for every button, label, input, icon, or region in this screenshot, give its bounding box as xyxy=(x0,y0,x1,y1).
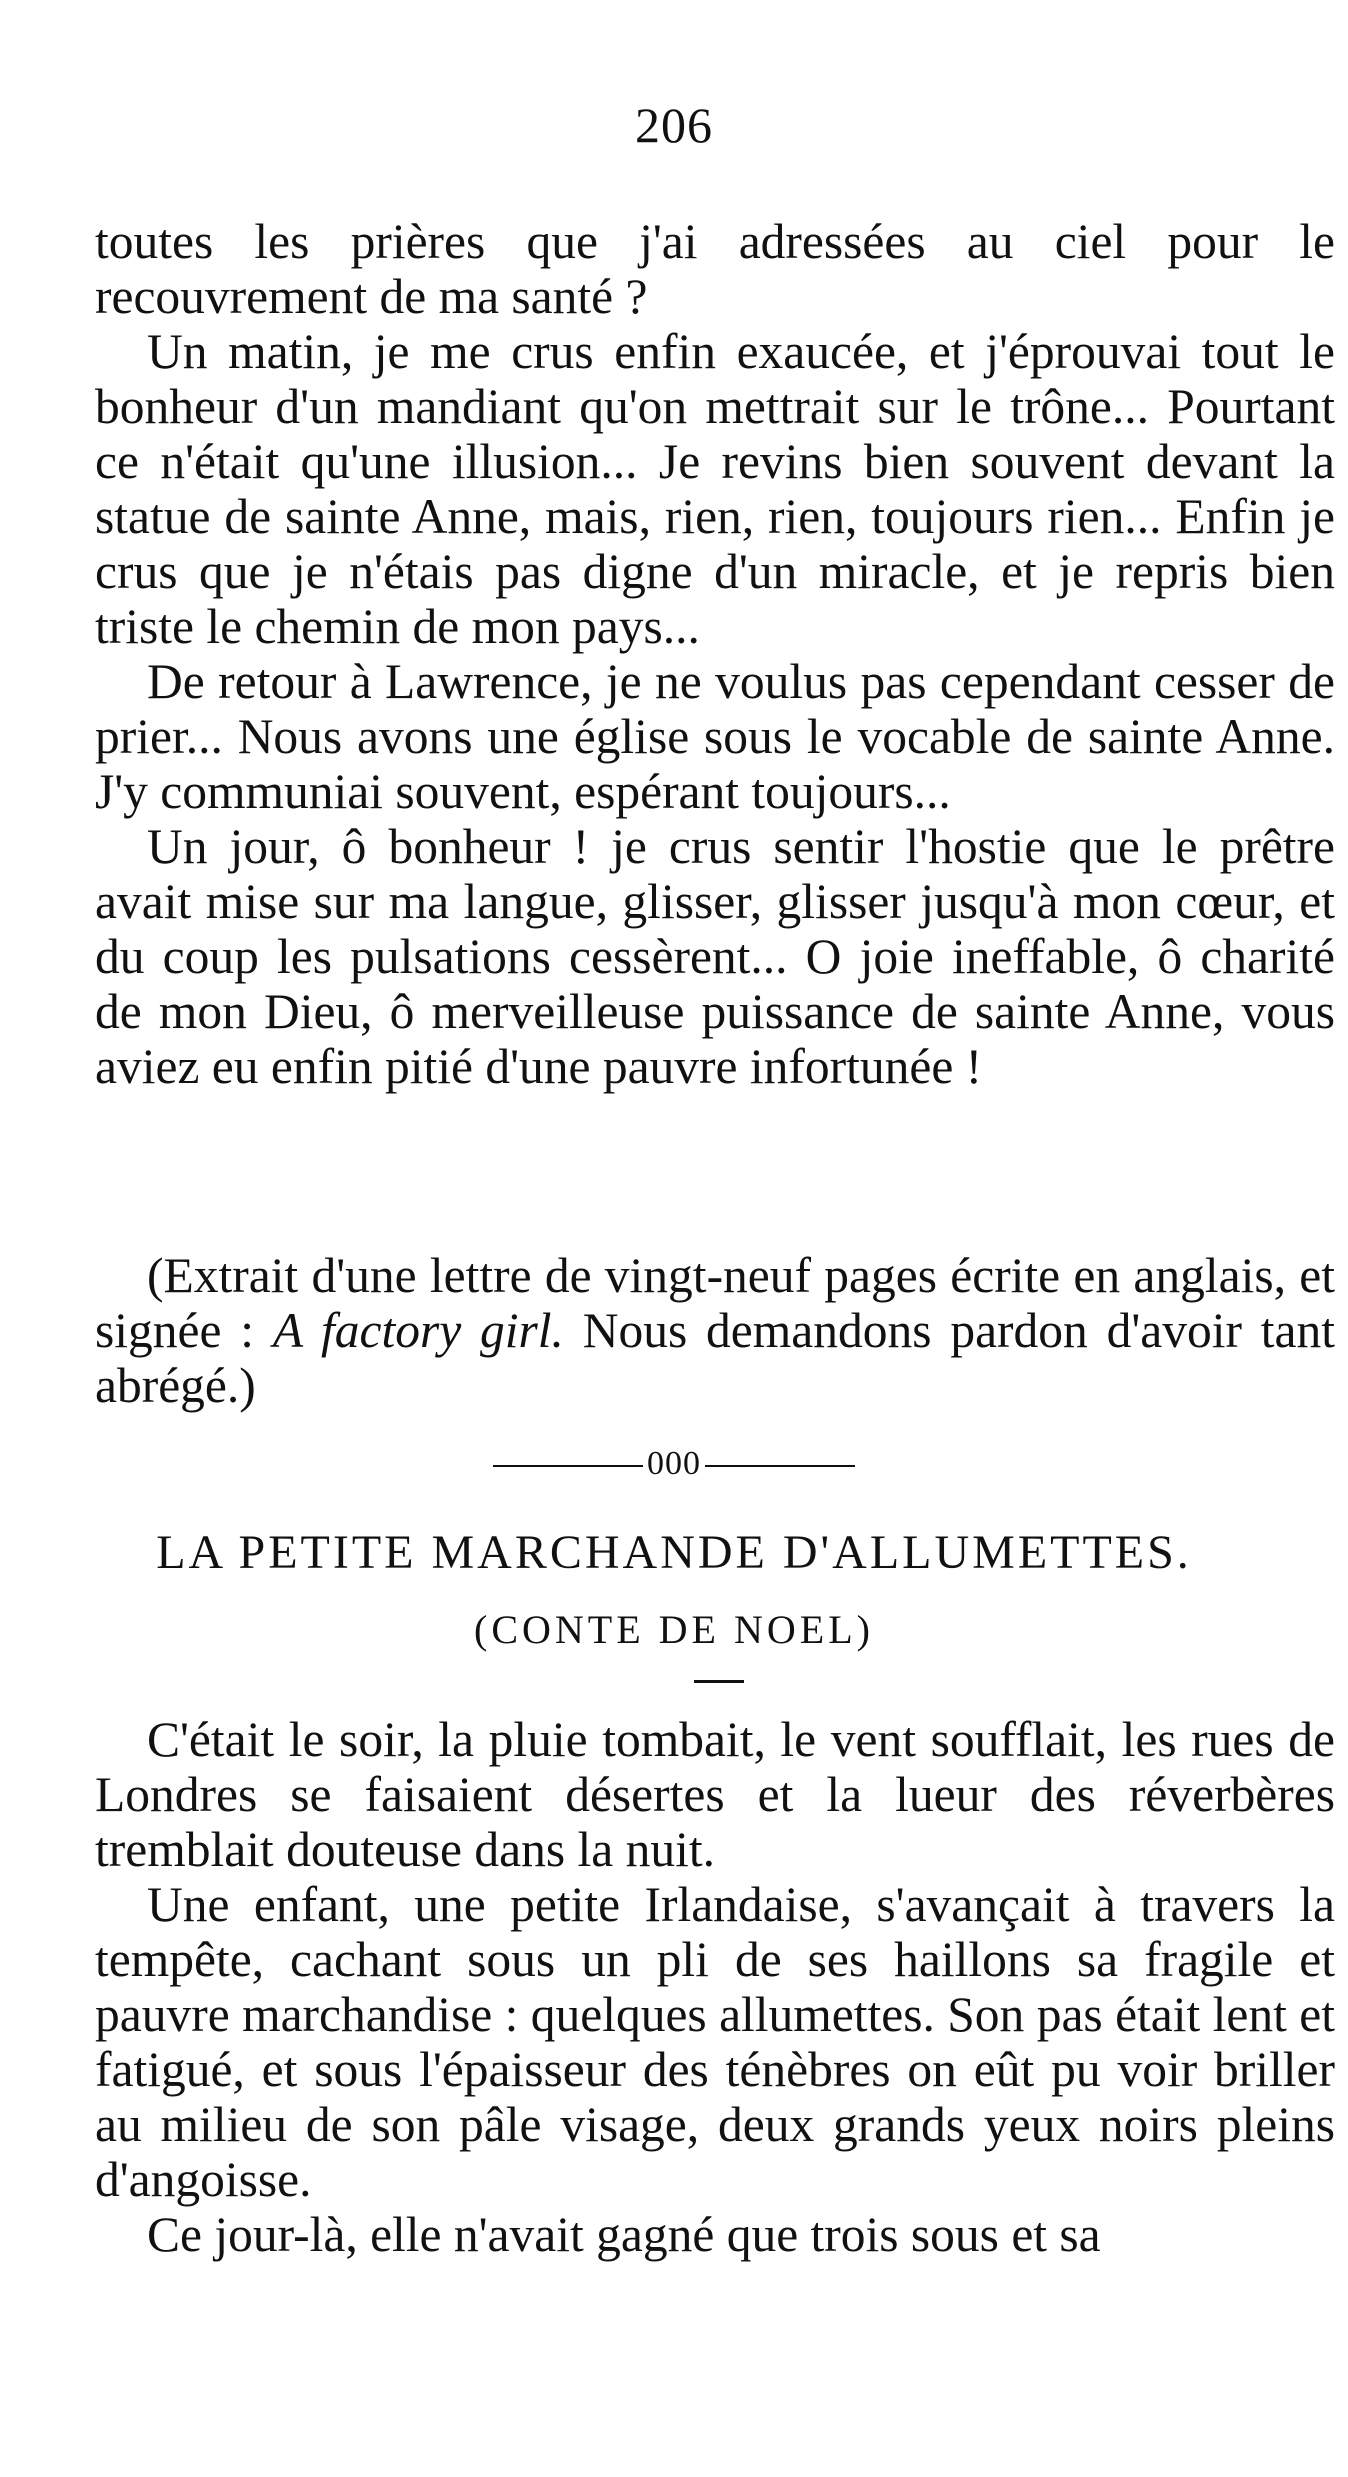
story-title: LA PETITE MARCHANDE D'ALLUMETTES. xyxy=(156,1526,1192,1579)
story-paragraph: Ce jour-là, elle n'avait gagné que trois sous et sa xyxy=(147,2207,1101,2262)
letter-paragraph: Un matin, je me crus enfin exaucée, et j'éprouvai tout le bonheur d'un mandiant qu'on mettrait sur le trône... Pourtant ce n'était qu'une illusion... Je revins bien souvent devant la statue de sainte Anne, mais, rien, rien, toujours rien... Enfin je crus que je n'étais pas digne d'un miracle, et je repris bien triste le chemin de mon pays... xyxy=(95,324,1335,654)
editor-note xyxy=(95,1248,1335,1413)
letter-paragraph: Un jour, ô bonheur ! je crus sentir l'hostie que le prêtre avait mise sur ma langue, glisser, glisser jusqu'à mon cœur, et du coup les pulsations cessèrent... O joie ineffable, ô charité de mon Dieu, ô merveilleuse puissance de sainte Anne, vous aviez eu enfin pitié d'une pauvre infortunée ! xyxy=(95,819,1335,1094)
story-subtitle: (CONTE DE NOEL) xyxy=(474,1607,874,1652)
separator-mark: 000 xyxy=(647,1445,701,1482)
editor-note-text: (Extrait d'une lettre de vingt-neuf pages écrite en anglais, et signée : xyxy=(95,1248,1335,1358)
letter-paragraph: De retour à Lawrence, je ne voulus pas cependant cesser de prier... Nous avons une église sous le vocable de sainte Anne. J'y communiai souvent, espérant toujours... xyxy=(95,654,1335,819)
letter-paragraph: toutes les prières que j'ai adressées au ciel pour le recouvrement de ma santé ? xyxy=(95,214,1335,324)
title-rule xyxy=(694,1680,744,1683)
editor-note-paragraph xyxy=(95,1248,1335,1413)
page-number: 206 xyxy=(635,97,713,153)
letter-text xyxy=(95,214,1335,1094)
letter-signature: A factory girl. xyxy=(272,1303,564,1358)
story-paragraph: C'était le soir, la pluie tombait, le vent soufflait, les rues de Londres se faisaient désertes et la lueur des réverbères tremblait douteuse dans la nuit. xyxy=(95,1712,1335,1877)
story-paragraph: Une enfant, une petite Irlandaise, s'avançait à travers la tempête, cachant sous un pli de ses haillons sa fragile et pauvre marchandise : quelques allumettes. Son pas était lent et fatigué, et sous l'épaisseur des ténèbres on eût pu voir briller au milieu de son pâle visage, deux grands yeux noirs pleins d'angoisse. xyxy=(95,1877,1335,2207)
section-separator xyxy=(0,1445,1348,1483)
editor-note-text: Nous demandons pardon d'avoir tant abrégé.) xyxy=(95,1303,1335,1413)
separator-rule xyxy=(493,1465,643,1467)
story-text xyxy=(95,1712,1335,2262)
separator-rule xyxy=(705,1465,855,1467)
